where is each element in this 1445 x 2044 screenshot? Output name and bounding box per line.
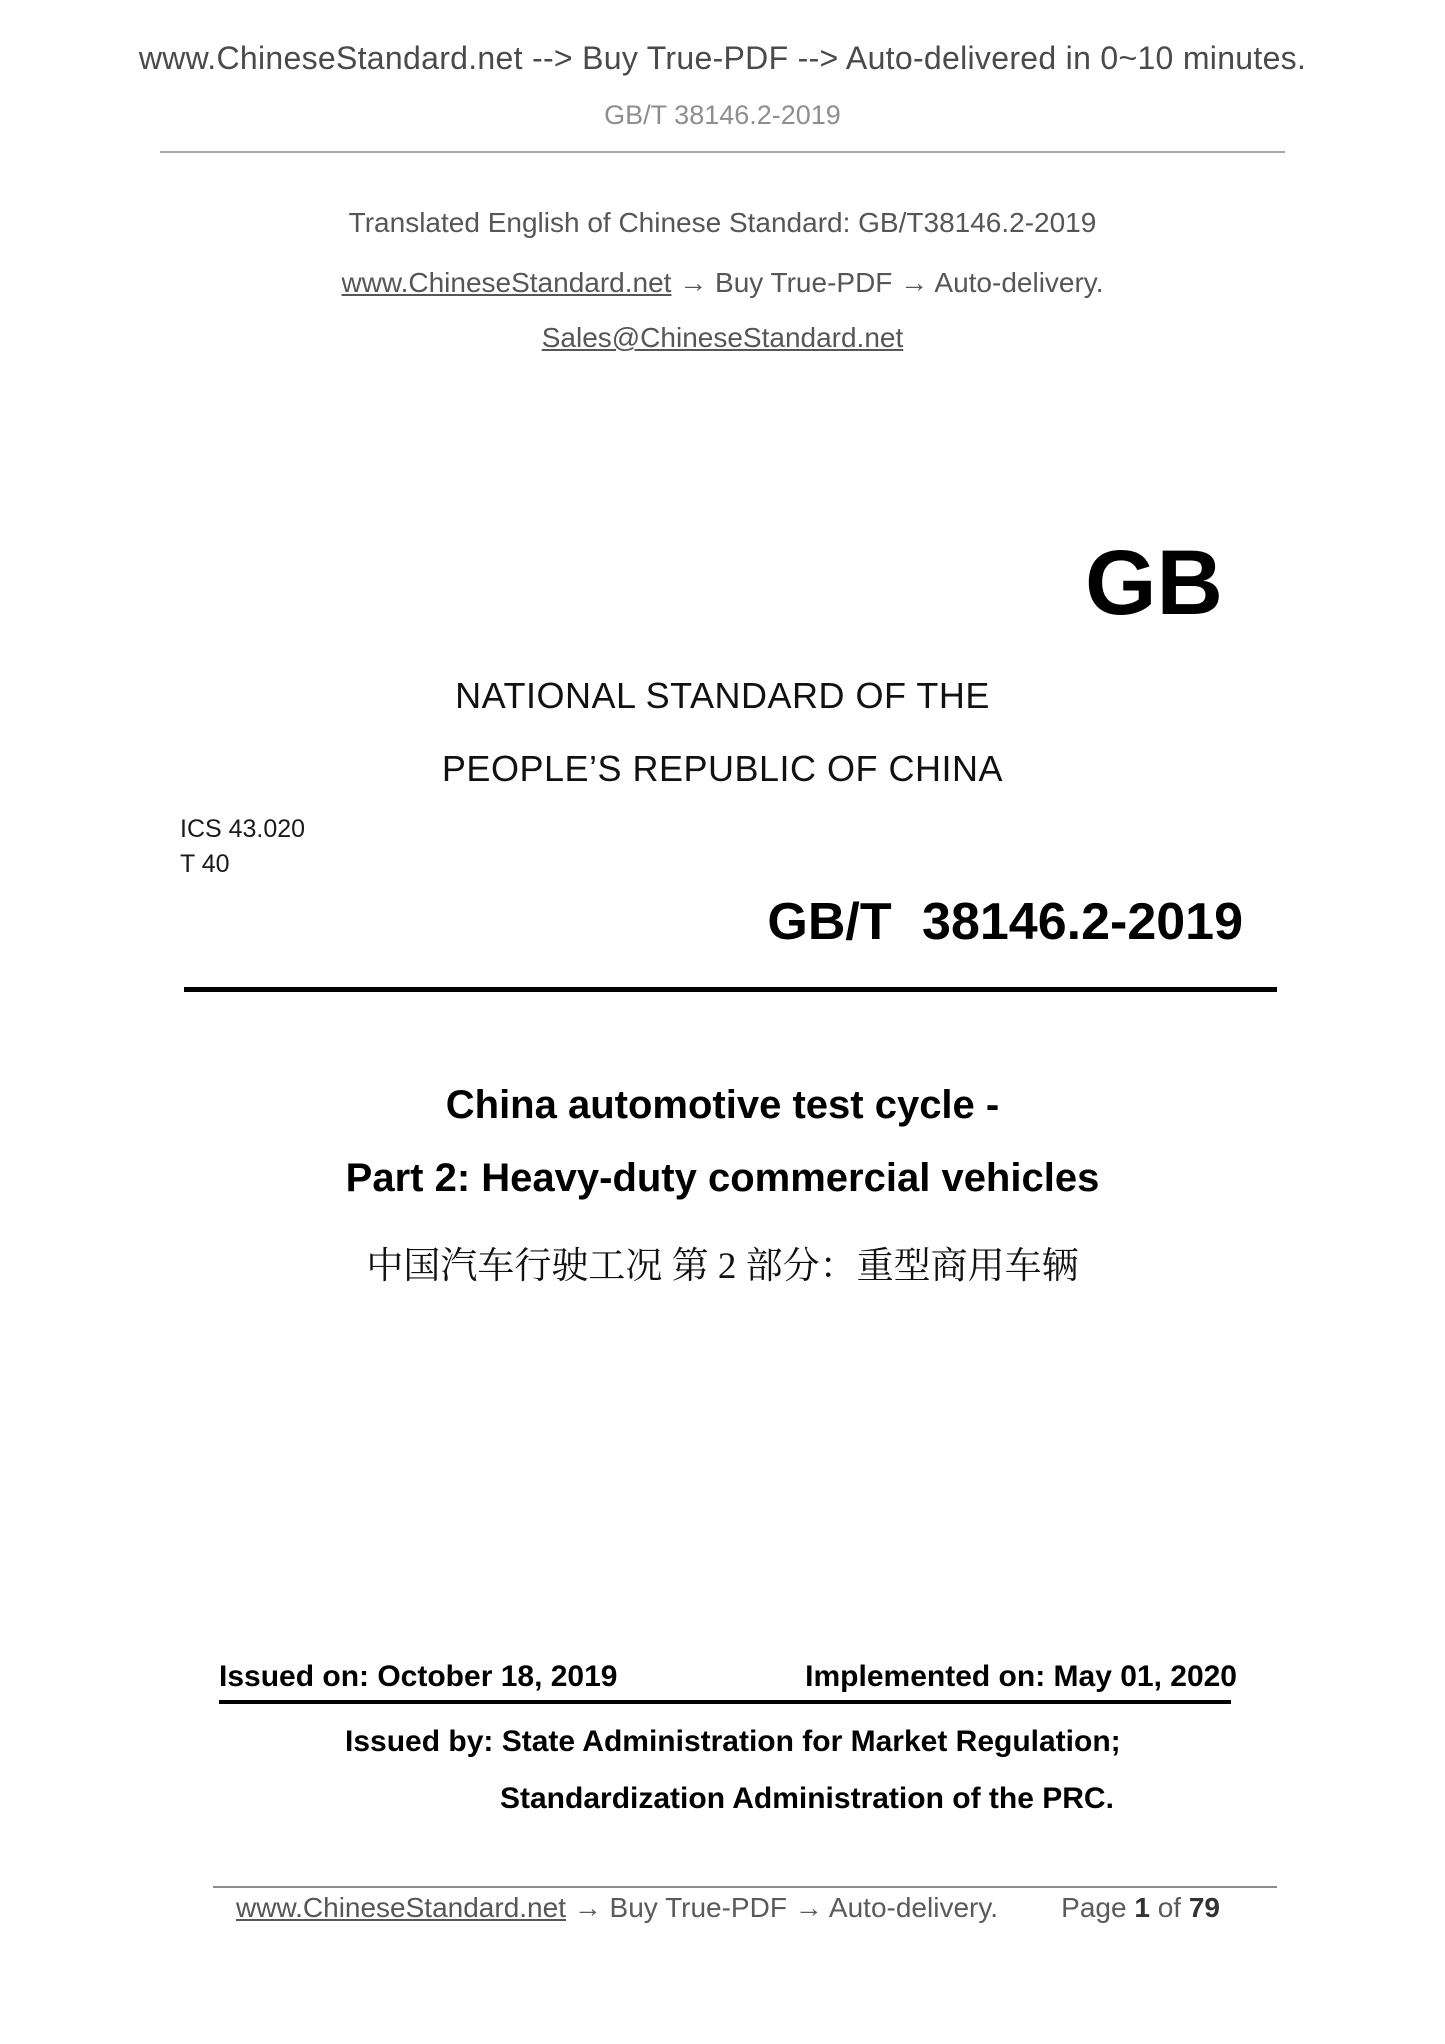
header-divider	[160, 151, 1285, 153]
issued-by-line1: Issued by: State Administration for Market Regulation;	[345, 1725, 1121, 1758]
page-label: Page	[1061, 1892, 1135, 1923]
issued-on: Issued on: October 18, 2019	[219, 1660, 618, 1693]
title-en-line1: China automotive test cycle -	[445, 1083, 1000, 1127]
chinesestandard-link[interactable]: www.ChineseStandard.net	[341, 267, 672, 298]
buy-line-rest: → Buy True-PDF → Auto-delivery.	[671, 267, 1104, 298]
top-banner: www.ChineseStandard.net --> Buy True-PDF --> Auto-delivered in 0~10 minutes.	[138, 40, 1307, 76]
title-divider	[184, 987, 1277, 992]
doc-code-header: GB/T 38146.2-2019	[604, 100, 841, 130]
buy-line	[0, 267, 1445, 299]
national-standard-line1: NATIONAL STANDARD OF THE	[455, 675, 990, 716]
footer-left	[236, 1892, 998, 1924]
page-current: 1	[1134, 1892, 1150, 1923]
class-code: T 40	[180, 850, 230, 878]
page-indicator	[1061, 1892, 1220, 1924]
issued-divider	[219, 1700, 1231, 1704]
national-standard-line2: PEOPLE’S REPUBLIC OF CHINA	[441, 748, 1004, 789]
issued-by-line2: Standardization Administration of the PRC.	[500, 1782, 1114, 1815]
standard-number: GB/T 38146.2-2019	[767, 893, 1243, 951]
footer-divider	[213, 1886, 1277, 1888]
footer-chinesestandard-link[interactable]: www.ChineseStandard.net	[236, 1892, 566, 1923]
gb-logo: GB	[1085, 532, 1223, 634]
title-zh: 中国汽车行驶工况 第 2 部分：重型商用车辆	[366, 1246, 1079, 1287]
title-en-line2: Part 2: Heavy-duty commercial vehicles	[345, 1156, 1100, 1200]
footer	[236, 1892, 1220, 1924]
implemented-on: Implemented on: May 01, 2020	[805, 1660, 1237, 1693]
page-total: 79	[1188, 1892, 1220, 1923]
translated-line: Translated English of Chinese Standard: GB/T38146.2-2019	[348, 207, 1097, 238]
sales-email-link[interactable]: Sales@ChineseStandard.net	[541, 322, 904, 353]
footer-rest: → Buy True-PDF → Auto-delivery.	[565, 1892, 999, 1923]
sales-line	[0, 322, 1445, 354]
of-label: of	[1149, 1892, 1189, 1923]
ics-code: ICS 43.020	[180, 815, 306, 843]
